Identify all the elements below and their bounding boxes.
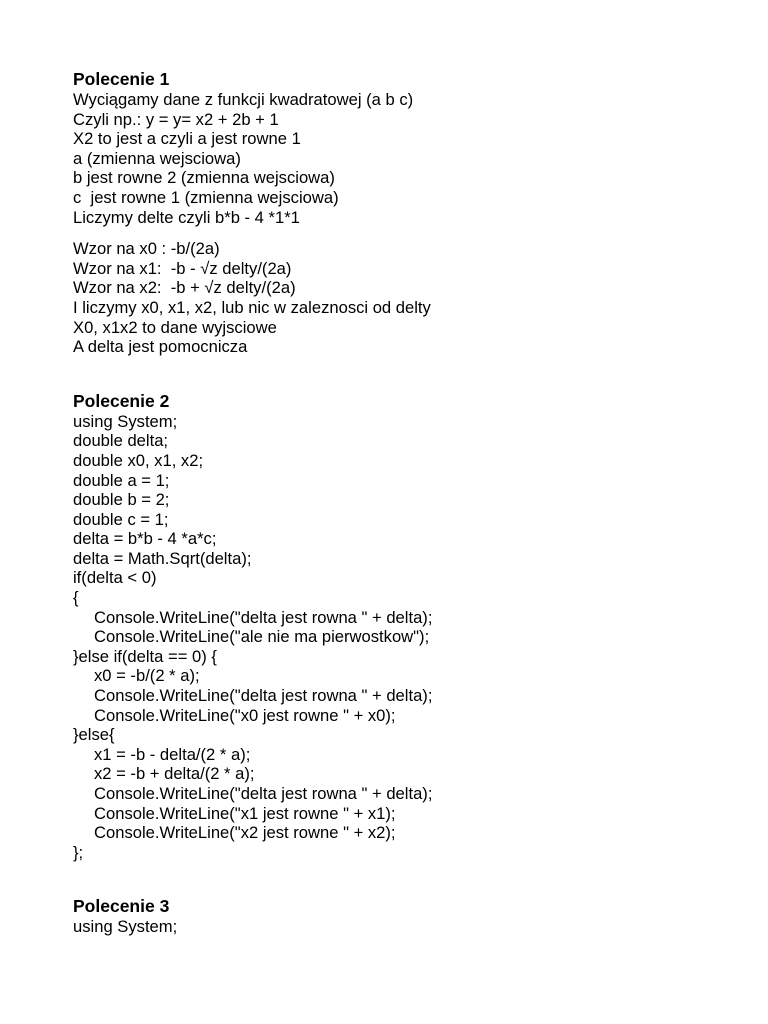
text-line: X0, x1x2 to dane wyjsciowe [73,317,277,337]
text-line: Czyli np.: y = y= x2 + 2b + 1 [73,109,279,129]
section-1-heading: Polecenie 1 [73,69,170,89]
text-line: Wzor na x1: -b - √z delty/(2a) [73,258,292,278]
section-1-lines-a [73,90,753,227]
code-line: double c = 1; [73,509,169,529]
code-line: double a = 1; [73,470,170,490]
code-line: x1 = -b - delta/(2 * a); [94,744,251,764]
section-1-lines-b [73,239,753,357]
spacer [73,227,753,239]
text-line: X2 to jest a czyli a jest rowne 1 [73,129,301,149]
code-line: Console.WriteLine("x2 jest rowne " + x2); [94,823,396,843]
code-line: double delta; [73,431,169,451]
code-line: Console.WriteLine("delta jest rowna " + delta); [94,784,433,803]
code-line: Console.WriteLine("ale nie ma pierwostkow"); [94,627,430,647]
text-line: Wzor na x0 : -b/(2a) [73,239,220,259]
code-line: }; [73,842,84,862]
code-line: }else{ [73,725,115,745]
spacer [73,862,753,895]
text-line: Wzor na x2: -b + √z delty/(2a) [73,278,296,298]
code-line: Console.WriteLine("delta jest rowna " + delta); [94,686,433,706]
code-line: double b = 2; [73,490,170,510]
code-line: { [73,588,79,608]
text-line: A delta jest pomocnicza [73,337,248,357]
section-3-heading: Polecenie 3 [73,896,170,917]
section-2-code [73,412,753,863]
text-line: a (zmienna wejsciowa) [73,148,241,168]
code-line: Console.WriteLine("delta jest rowna " + delta); [94,607,433,627]
spacer [73,357,753,390]
text-line: I liczymy x0, x1, x2, lub nic w zaleznosci od delty [73,297,431,317]
code-line: if(delta < 0) [73,568,157,588]
text-line: Liczymy delte czyli b*b - 4 *1*1 [73,207,300,227]
code-line: Console.WriteLine("x0 jest rowne " + x0); [94,705,396,725]
section-3-code [73,917,753,937]
code-line: double x0, x1, x2; [73,450,204,470]
code-line: x0 = -b/(2 * a); [94,666,200,686]
code-line: Console.WriteLine("x1 jest rowne " + x1); [94,803,396,823]
code-line: using System; [73,411,178,431]
code-line: x2 = -b + delta/(2 * a); [94,764,255,784]
code-line: }else if(delta == 0) { [73,646,217,666]
document-page [73,68,753,937]
text-line: b jest rowne 2 (zmienna wejsciowa) [73,168,335,188]
text-line: Wyciągamy dane z funkcji kwadratowej (a b c) [73,90,414,109]
text-line: c jest rowne 1 (zmienna wejsciowa) [73,187,339,207]
section-2-heading: Polecenie 2 [73,390,170,411]
code-line: delta = Math.Sqrt(delta); [73,548,252,568]
code-line: delta = b*b - 4 *a*c; [73,529,217,549]
code-line: using System; [73,917,178,937]
